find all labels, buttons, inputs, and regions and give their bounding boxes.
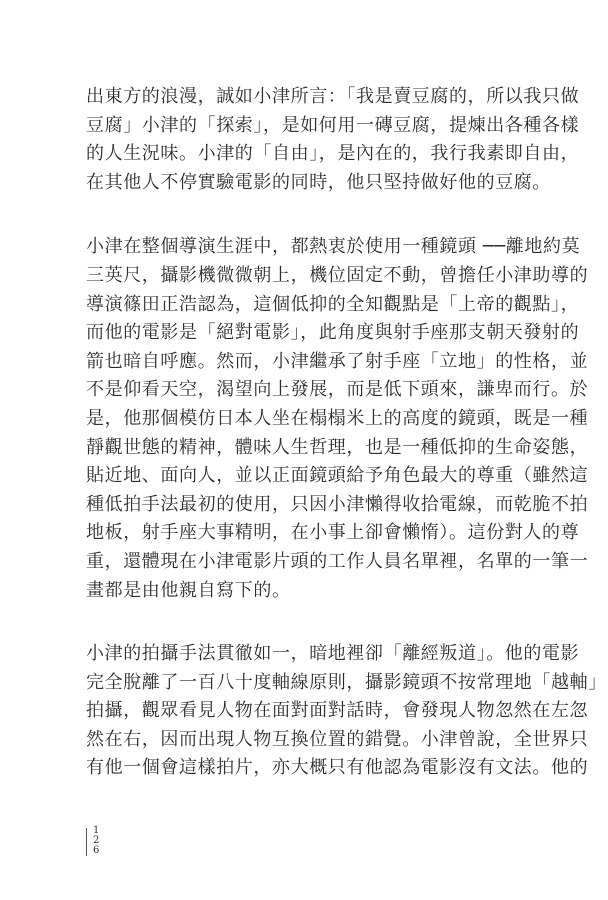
page-number-digit: 2 — [93, 835, 100, 846]
text-line: 種低拍手法最初的使用，只因小津懶得收拾電線，而乾脆不拍 — [86, 493, 589, 515]
paragraph — [86, 640, 607, 783]
text-line: 導演篠田正浩認為，這個低抑的全知觀點是「上帝的觀點」， — [86, 293, 580, 315]
text-line: 箭也暗自呼應。然而，小津繼承了射手座「立地」的性格，並 — [86, 350, 589, 372]
text-line: 靜觀世態的精神，體味人生哲理，也是一種低抑的生命姿態， — [86, 436, 589, 458]
text-line: 畫都是由他親自寫下的。 — [86, 579, 291, 601]
text-line: 在其他人不停實驗電影的同時，他只堅持做好他的豆腐。 — [86, 171, 551, 193]
text-line: 完全脫離了一百八十度軸線原則，攝影鏡頭不按常理地「越軸」 — [86, 671, 607, 693]
text-line: 出東方的浪漫，誠如小津所言：「我是賣豆腐的，所以我只做 — [86, 86, 580, 107]
text-line: 而他的電影是「絕對電影」，此角度與射手座那支朝天發射的 — [86, 322, 580, 344]
text-line: 豆腐」小津的「探索」，是如何用一磚豆腐，提煉出各種各樣 — [86, 114, 580, 136]
text-line: 有他一個會這樣拍片，亦大概只有他認為電影沒有文法。他的 — [86, 757, 589, 779]
text-line: 貼近地、面向人，並以正面鏡頭給予角色最大的尊重（雖然這 — [86, 465, 589, 487]
text-line: 的人生況味。小津的「自由」，是內在的，我行我素即自由， — [86, 143, 580, 165]
text-line: 小津的拍攝手法貫徹如一，暗地裡卻「離經叛道」。他的電影 — [86, 643, 580, 665]
page-number-digits — [93, 826, 99, 856]
text-line: 拍攝，觀眾看見人物在面對面對話時，會發現人物忽然在左忽 — [86, 700, 589, 722]
page-number — [86, 826, 99, 856]
page-number-digit: 6 — [93, 845, 100, 856]
body-text — [86, 83, 607, 783]
text-line: 不是仰看天空，渴望向上發展，而是低下頭來，謙卑而行。於 — [86, 379, 589, 401]
text-line: 重，還體現在小津電影片頭的工作人員名單裡，名單的一筆一 — [86, 550, 589, 572]
text-line: 地板，射手座大事精明，在小事上卻會懶惰）。這份對人的尊 — [86, 522, 580, 544]
text-line: 三英尺，攝影機微微朝上，機位固定不動，曾擔任小津助導的 — [86, 264, 589, 286]
paragraph — [86, 233, 589, 605]
text-line: 是，他那個模仿日本人坐在榻榻米上的高度的鏡頭，既是一種 — [86, 407, 589, 429]
page-number-digit: 1 — [93, 825, 100, 836]
text-line: 小津在整個導演生涯中，都熱衷於使用一種鏡頭 ──離地約莫 — [86, 236, 581, 258]
text-line: 然在右，因而出現人物互換位置的錯覺。小津曾說，全世界只 — [86, 728, 589, 750]
page-number-rule — [86, 828, 87, 856]
paragraph — [86, 83, 580, 197]
